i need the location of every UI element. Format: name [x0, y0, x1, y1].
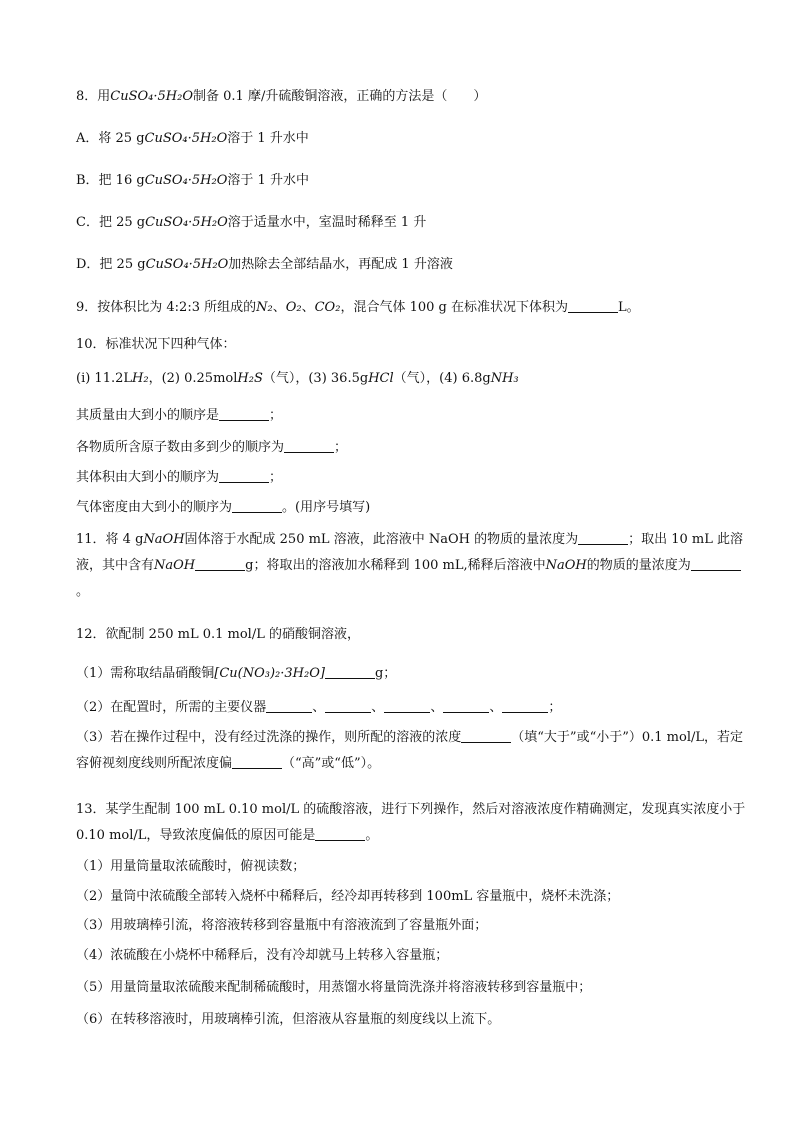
q11-d: g；将取出的溶液加水稀释到 100 mL,稀释后溶液中	[245, 558, 546, 573]
q10-part2-text: 各物质所含原子数由多到少的顺序为	[76, 440, 285, 455]
q12-part1-blank[interactable]	[325, 664, 375, 679]
q8-option-d-pre: D．把 25 g	[76, 257, 146, 272]
q8-option-c-pre: C．把 25 g	[76, 215, 146, 230]
q10-gases	[76, 370, 746, 388]
q12-part2-sep4: 、	[489, 700, 503, 715]
q10-part3-text: 其体积由大到小的顺序为	[76, 470, 220, 485]
q9-pre: 9．按体积比为 4:2:3 所组成的	[76, 300, 257, 315]
q10-part3-end: ；	[269, 470, 283, 485]
q9-stem	[76, 298, 746, 317]
q9-n2: N₂	[256, 300, 273, 315]
q12-part2-end: ；	[548, 700, 562, 715]
q12-part2-blank3[interactable]	[384, 698, 430, 713]
q11-c: ；取出 10 mL 此溶液，其中含有	[76, 532, 743, 573]
q8-option-d	[76, 256, 746, 274]
q9-co2: CO₂	[314, 300, 341, 315]
q12-part1-text: （1）需称取结晶硝酸铜	[76, 666, 215, 681]
q10-part2-blank[interactable]	[284, 438, 334, 453]
q13-stem	[76, 797, 746, 849]
q10-part1	[76, 406, 746, 425]
q13-item-4: （4）浓硫酸在小烧杯中稀释后，没有冷却就马上转移入容量瓶；	[76, 948, 449, 963]
q10-part3	[76, 468, 746, 487]
q12-part3-blank1[interactable]	[461, 728, 511, 743]
q11-a: 11．将 4 g	[76, 532, 144, 547]
q13-item-3: （3）用玻璃棒引流，将溶液转移到容量瓶中有溶液流到了容量瓶外面；	[76, 918, 488, 933]
q10-part4-text: 气体密度由大到小的顺序为	[76, 500, 233, 515]
q8-option-a	[76, 130, 746, 148]
q13-intro-end: 。	[365, 828, 379, 843]
q9-end: L。	[617, 300, 640, 315]
q12-part1-end: g；	[374, 666, 397, 681]
q11-b: 固体溶于水配成 250 mL 溶液，此溶液中 NaOH 的物质的量浓度为	[184, 532, 579, 547]
q13-item-1: （1）用量筒量取浓硫酸时，俯视读数；	[76, 859, 306, 874]
q8-option-b-pre: B．把 16 g	[76, 173, 145, 188]
q8-option-b-formula: CuSO₄·5H₂O	[144, 173, 228, 188]
q8-option-c-post: 溶于适量水中，室温时稀释至 1 升	[227, 215, 427, 230]
q8-option-a-pre: A．将 25 g	[76, 131, 145, 146]
q10-nh3: NH₃	[490, 371, 519, 386]
q10-title: 10．标准状况下四种气体：	[76, 337, 236, 352]
q13-answer-blank[interactable]	[315, 826, 365, 841]
q10-item1-label: (i) 11.2L	[76, 371, 133, 386]
q11-naoh2: NaOH	[154, 558, 196, 573]
q12-part3-text: （3）若在操作过程中，没有经过洗涤的操作，则所配的溶液的浓度	[76, 730, 462, 745]
q11-blank1[interactable]	[578, 530, 628, 545]
q8-option-b	[76, 172, 746, 190]
q12-part2-sep2: 、	[371, 700, 385, 715]
q8-option-b-post: 溶于 1 升水中	[227, 173, 309, 188]
q10-part4	[76, 498, 746, 517]
q10-part1-end: ；	[269, 408, 283, 423]
q12-part2-sep1: 、	[312, 700, 326, 715]
q10-item4-label: （气），(4) 6.8g	[393, 371, 491, 386]
q12-part3-text2: （填“大于”或“小于”）0.1 mol/L，若定容俯视刻度线则所配浓度偏	[76, 730, 743, 771]
q10-part1-text: 其质量由大到小的顺序是	[76, 408, 220, 423]
q12-part1	[76, 664, 746, 683]
q10-part2-end: ；	[334, 440, 348, 455]
q8-option-c	[76, 214, 746, 232]
q10-part4-end: 。(用序号填写)	[282, 500, 371, 515]
q8-option-d-formula: CuSO₄·5H₂O	[145, 257, 229, 272]
q12-title: 12．欲配制 250 mL 0.1 mol/L 的硝酸铜溶液，	[76, 627, 360, 642]
q8-option-c-formula: CuSO₄·5H₂O	[145, 215, 228, 230]
q8-option-d-post: 加热除去全部结晶水，再配成 1 升溶液	[228, 257, 453, 272]
q8-option-a-post: 溶于 1 升水中	[227, 131, 309, 146]
q12-part3-blank2[interactable]	[232, 754, 282, 769]
q13-intro: 13．某学生配制 100 mL 0.10 mol/L 的硫酸溶液，进行下列操作，然后对溶液浓度作精确测定，发现真实浓度小于 0.10 mol/L，导致浓度偏低的原因可能是	[76, 802, 746, 843]
q13-item-6: （6）在转移溶液时，用玻璃棒引流，但溶液从容量瓶的刻度线以上流下。	[76, 1012, 501, 1027]
q10-hcl: HCl	[368, 371, 394, 386]
q9-answer-blank[interactable]	[568, 298, 618, 313]
q12-part2-text: （2）在配置时，所需的主要仪器	[76, 700, 267, 715]
q8-option-a-formula: CuSO₄·5H₂O	[144, 131, 228, 146]
q10-part2	[76, 438, 746, 457]
q10-item2-label: ，(2) 0.25mol	[148, 371, 238, 386]
q9-o2: O₂	[285, 300, 302, 315]
q12-part2	[76, 698, 746, 717]
q11-e: 的物质的量浓度为	[586, 558, 691, 573]
q10-part1-blank[interactable]	[219, 406, 269, 421]
q8-stem	[76, 88, 746, 106]
q10-part4-blank[interactable]	[232, 498, 282, 513]
q10-h2: H₂	[132, 371, 149, 386]
q12-part2-sep3: 、	[430, 700, 444, 715]
q8-formula: CuSO₄·5H₂O	[110, 89, 193, 104]
q12-part1-formula: [Cu(NO₃)₂·3H₂O]	[214, 666, 325, 681]
q11-f: 。	[76, 584, 90, 599]
q12-part3	[76, 725, 746, 777]
q10-h2s: H₂S	[237, 371, 263, 386]
q11-blank2[interactable]	[195, 556, 245, 571]
q11-naoh3: NaOH	[545, 558, 587, 573]
q12-part2-blank4[interactable]	[443, 698, 489, 713]
q9-sep1: 、	[272, 300, 286, 315]
q12-part2-blank5[interactable]	[502, 698, 548, 713]
q9-sep2: 、	[301, 300, 315, 315]
q13-item-5: （5）用量筒量取浓硫酸来配制稀硫酸时，用蒸馏水将量筒洗涤并将溶液转移到容量瓶中；	[76, 980, 592, 995]
q10-part3-blank[interactable]	[219, 468, 269, 483]
q11-naoh1: NaOH	[143, 532, 185, 547]
q11-blank3[interactable]	[691, 556, 741, 571]
q8-prefix: 8．用	[76, 89, 111, 104]
q12-part2-blank2[interactable]	[325, 698, 371, 713]
q12-part2-blank1[interactable]	[266, 698, 312, 713]
q8-suffix: 制备 0.1 摩/升硫酸铜溶液，正确的方法是（ ）	[193, 89, 487, 104]
q12-part3-text3: （“高”或“低”）。	[282, 756, 381, 771]
q13-item-2: （2）量筒中浓硫酸全部转入烧杯中稀释后，经冷却再转移到 100mL 容量瓶中，烧杯未洗涤；	[76, 889, 620, 904]
q9-mid: ，混合气体 100 g 在标准状况下体积为	[340, 300, 568, 315]
q10-item3-label: （气），(3) 36.5g	[262, 371, 369, 386]
q11-stem	[76, 527, 746, 605]
